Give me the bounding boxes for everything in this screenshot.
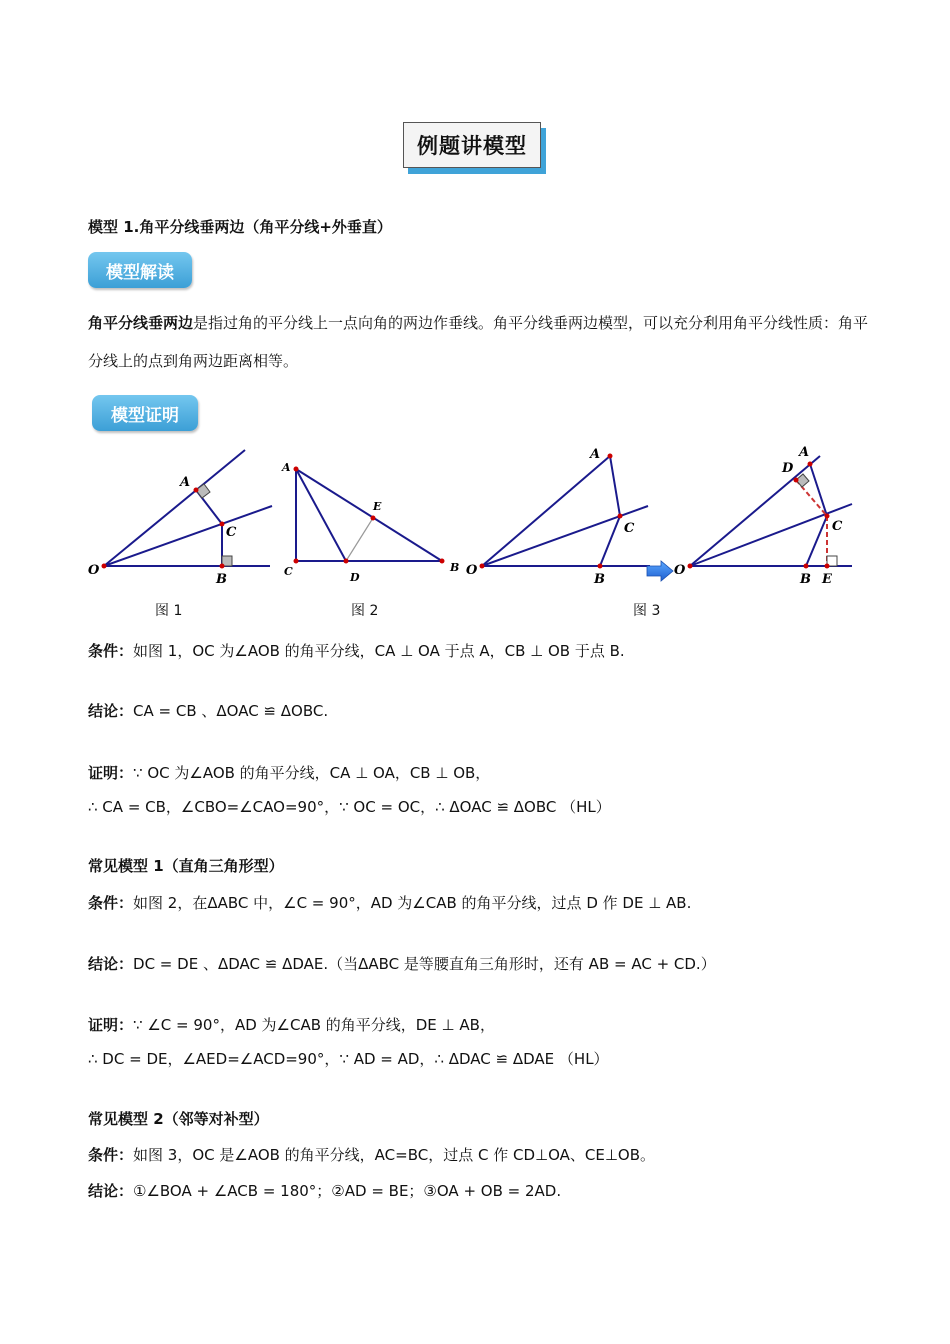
fig3a-point-b bbox=[598, 564, 603, 569]
figure-1-caption: 图 1 bbox=[155, 603, 183, 619]
condition-text: 如图 3，OC 是∠AOB 的角平分线，AC=BC，过点 C 作 CD⊥OA、CE⊥OB。 bbox=[133, 1146, 656, 1164]
conclusion-text: ①∠BOA + ∠ACB = 180°；②AD = BE；③OA + OB = 2AD. bbox=[133, 1182, 562, 1200]
fig1-point-a bbox=[194, 488, 199, 493]
fig3b-label-e: E bbox=[822, 572, 832, 587]
section-heading: 例题讲模型 bbox=[403, 122, 541, 168]
fig3a-ray-oa bbox=[482, 456, 610, 566]
conclusion-label: 结论： bbox=[88, 955, 134, 973]
fig1-point-o bbox=[102, 564, 107, 569]
intro-term: 角平分线垂两边 bbox=[88, 314, 194, 332]
common-model-1-title: 常见模型 1（直角三角形型） bbox=[88, 857, 284, 875]
fig2-label-e: E bbox=[373, 500, 382, 513]
model-title: 模型 1.角平分线垂两边（角平分线+外垂直） bbox=[88, 218, 392, 236]
fig3a-point-a bbox=[608, 454, 613, 459]
fig3a-label-c: C bbox=[624, 521, 635, 536]
proof-label: 证明： bbox=[88, 1016, 134, 1034]
fig3b-label-c: C bbox=[832, 519, 843, 534]
condition-label: 条件： bbox=[88, 642, 134, 660]
fig3a-label-b: B bbox=[594, 572, 605, 587]
fig1-ray-oa bbox=[104, 450, 245, 566]
fig2-point-a bbox=[294, 467, 299, 472]
fig1-point-c bbox=[220, 522, 225, 527]
figure-3a bbox=[460, 440, 660, 590]
conclusion-line-2 bbox=[88, 953, 716, 974]
fig3b-seg-ac bbox=[810, 464, 827, 516]
condition-line-3 bbox=[88, 1144, 655, 1165]
fig1-label-c: C bbox=[226, 525, 237, 540]
proof-line-2: ∴ CA = CB，∠CBO=∠CAO=90°，∵ OC = OC，∴ ΔOAC ≌ ΔOBC （HL） bbox=[88, 798, 611, 816]
fig3a-label-o: O bbox=[466, 563, 478, 578]
fig1-label-b: B bbox=[216, 572, 227, 587]
condition-text: 如图 2，在ΔABC 中，∠C = 90°，AD 为∠CAB 的角平分线，过点 D 作 DE ⊥ AB. bbox=[133, 894, 692, 912]
proof-text-1: ∵ OC 为∠AOB 的角平分线，CA ⊥ OA，CB ⊥ OB， bbox=[133, 764, 491, 782]
fig2-point-b bbox=[440, 559, 445, 564]
fig2-point-c bbox=[294, 559, 299, 564]
proof-line-4: ∴ DC = DE，∠AED=∠ACD=90°，∵ AD = AD，∴ ΔDAC ≌ ΔDAE （HL） bbox=[88, 1050, 609, 1068]
condition-label: 条件： bbox=[88, 894, 134, 912]
fig3b-point-d bbox=[794, 478, 799, 483]
proof-text-3: ∵ ∠C = 90°，AD 为∠CAB 的角平分线，DE ⊥ AB， bbox=[133, 1016, 495, 1034]
figure-2 bbox=[280, 455, 470, 590]
proof-line-1 bbox=[88, 762, 490, 783]
fig3b-point-b bbox=[804, 564, 809, 569]
fig3a-label-a: A bbox=[590, 447, 601, 462]
fig3b-point-o bbox=[688, 564, 693, 569]
fig1-label-a: A bbox=[180, 475, 191, 490]
condition-line-2 bbox=[88, 892, 691, 913]
fig3b-point-e bbox=[825, 564, 830, 569]
conclusion-line-1 bbox=[88, 700, 328, 721]
figure-3b bbox=[672, 440, 862, 590]
fig2-label-c: C bbox=[284, 565, 293, 578]
fig3b-label-a: A bbox=[799, 445, 810, 460]
fig2-label-b: B bbox=[450, 561, 460, 574]
condition-label: 条件： bbox=[88, 1146, 134, 1164]
fig2-label-d: D bbox=[350, 571, 360, 584]
fig2-bisector-ad bbox=[296, 469, 346, 561]
figure-2-caption: 图 2 bbox=[351, 603, 379, 619]
fig2-seg-de bbox=[346, 518, 373, 561]
fig3b-label-d: D bbox=[782, 461, 794, 476]
arrow-right-icon bbox=[645, 560, 675, 582]
fig3a-seg-cb bbox=[600, 516, 620, 566]
conclusion-text: CA = CB 、ΔOAC ≌ ΔOBC. bbox=[133, 702, 329, 720]
model-interpret-badge: 模型解读 bbox=[88, 252, 192, 288]
fig2-point-e bbox=[371, 516, 376, 521]
conclusion-text: DC = DE 、ΔDAC ≌ ΔDAE.（当ΔABC 是等腰直角三角形时，还有 AB = AC + CD.） bbox=[133, 955, 716, 973]
fig3a-seg-ac bbox=[610, 456, 620, 516]
proof-label: 证明： bbox=[88, 764, 134, 782]
conclusion-label: 结论： bbox=[88, 1182, 134, 1200]
fig3b-ray-oa bbox=[690, 456, 820, 566]
condition-text: 如图 1，OC 为∠AOB 的角平分线，CA ⊥ OA 于点 A，CB ⊥ OB 于点 B. bbox=[133, 642, 625, 660]
fig3b-label-b: B bbox=[800, 572, 811, 587]
fig2-label-a: A bbox=[282, 461, 291, 474]
figure-1 bbox=[80, 440, 280, 590]
conclusion-line-3 bbox=[88, 1180, 561, 1201]
fig1-point-b bbox=[220, 564, 225, 569]
intro-text: 是指过角的平分线上一点向角的两边作垂线。角平分线垂两边模型，可以充分利用角平分线性质：角平分线上的点到角两边距离相等。 bbox=[88, 314, 869, 370]
fig2-side-ab bbox=[296, 469, 442, 561]
fig3b-point-c bbox=[825, 514, 830, 519]
fig3a-point-c bbox=[618, 514, 623, 519]
fig2-point-d bbox=[344, 559, 349, 564]
figure-3-caption: 图 3 bbox=[633, 603, 661, 619]
fig1-label-o: O bbox=[88, 563, 100, 578]
fig3b-seg-cb bbox=[806, 516, 827, 566]
common-model-2-title: 常见模型 2（邻等对补型） bbox=[88, 1110, 269, 1128]
conclusion-label: 结论： bbox=[88, 702, 134, 720]
fig3b-label-o: O bbox=[674, 563, 686, 578]
fig3b-point-a bbox=[808, 462, 813, 467]
intro-paragraph bbox=[88, 304, 878, 380]
model-proof-badge: 模型证明 bbox=[92, 395, 198, 431]
condition-line-1 bbox=[88, 640, 625, 661]
fig3a-bisector-oc bbox=[482, 506, 648, 566]
fig1-bisector-oc bbox=[104, 506, 272, 566]
fig3a-point-o bbox=[480, 564, 485, 569]
proof-line-3 bbox=[88, 1014, 495, 1035]
